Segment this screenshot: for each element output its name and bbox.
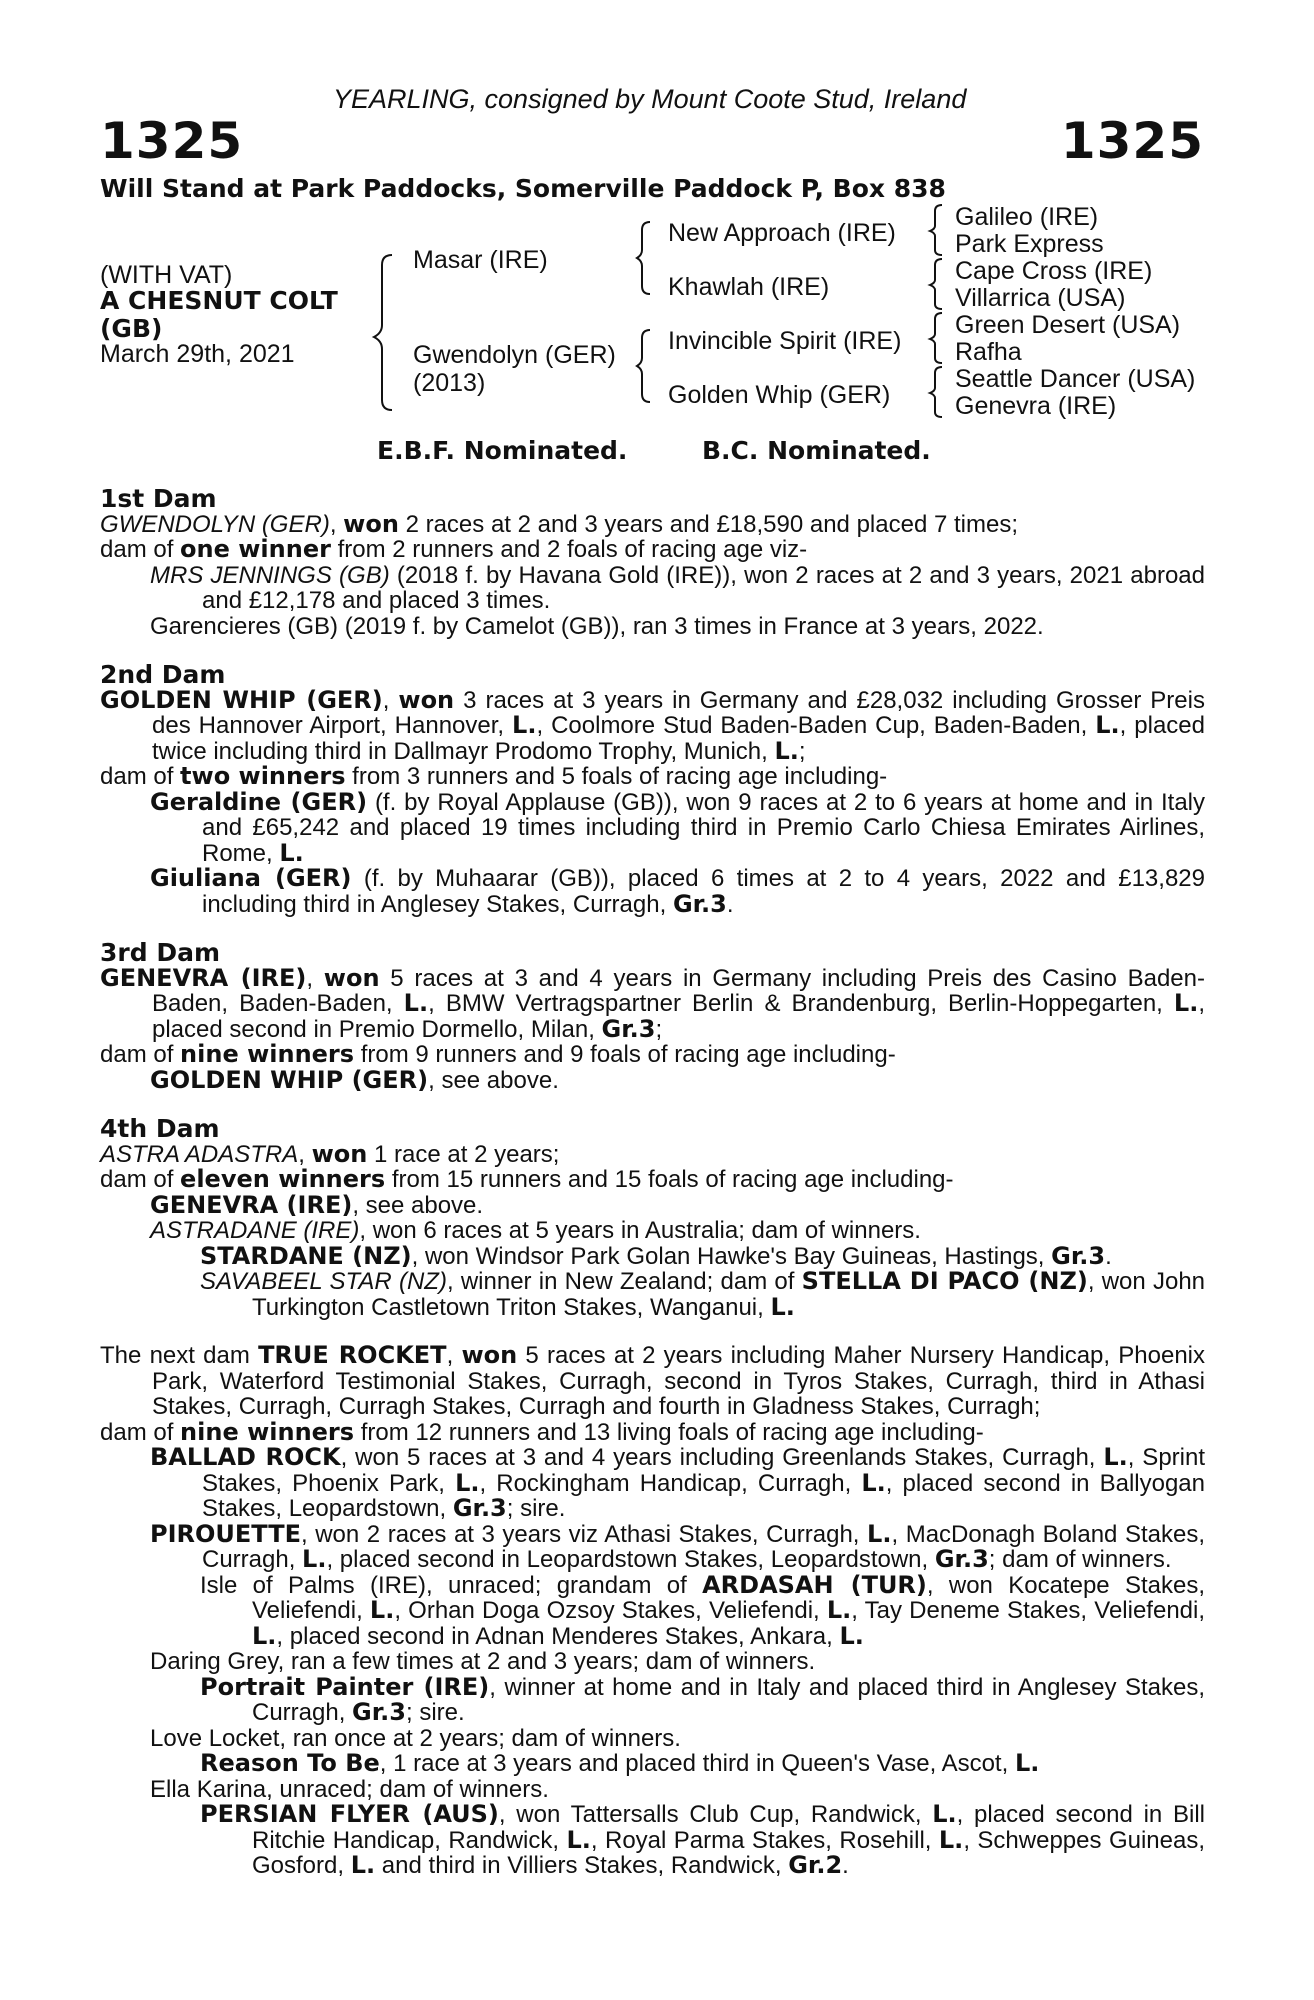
pedigree-g6: Rafha (955, 338, 1022, 366)
horse-country: (GB) (100, 314, 163, 343)
pedigree-entry (150, 1190, 1205, 1219)
entry-text: dam of (100, 763, 181, 790)
entry-text: , placed twice including third in Dallmayr Prodomo Trophy, Munich, (152, 712, 1206, 765)
pedigree-dam-dam: Golden Whip (GER) (668, 381, 891, 409)
brace-main (374, 255, 392, 410)
entry-text: Gr.2 (788, 1851, 843, 1879)
entry-text: ASTRADANE (IRE) (150, 1217, 360, 1244)
entry-text: , MacDonagh Boland Stakes, Curragh, (202, 1520, 1205, 1573)
pedigree-entry (100, 1139, 1205, 1168)
pedigree-entry (150, 1519, 1205, 1573)
section-heading: 1st Dam (100, 484, 217, 513)
pedigree-entry (100, 1167, 1205, 1193)
pedigree-sire-sire: New Approach (IRE) (668, 219, 896, 247)
entry-text: from 12 runners and 13 living foals of racing age including- (354, 1418, 984, 1446)
entry-text: , placed second in Adnan Menderes Stakes, Ankara, (276, 1622, 840, 1650)
entry-text: GOLDEN WHIP (GER) (100, 685, 383, 714)
section-heading: 3rd Dam (100, 938, 220, 967)
pedigree-entry (100, 1042, 1205, 1068)
entry-text: , winner in New Zealand; dam of (446, 1268, 802, 1295)
entry-text: Portrait Painter (IRE) (200, 1672, 490, 1701)
entry-text: , won 6 races at 5 years in Australia; dam of winners. (359, 1217, 921, 1244)
entry-text: , (306, 964, 324, 992)
entry-text: , won John Turkington Castletown Triton Stakes, Wanganui, (252, 1268, 1206, 1321)
entry-text: and third in Villiers Stakes, Randwick, (375, 1852, 789, 1879)
entry-text: Giuliana (GER) (150, 864, 352, 892)
entry-text: , Rockingham Handicap, Curragh, (479, 1469, 862, 1497)
entry-text: , won 5 races at 3 and 4 years including Greenlands Stakes, Curragh, (340, 1444, 1104, 1471)
pedigree-entry (100, 1343, 1205, 1420)
pedigree-entry (100, 1417, 1205, 1446)
entry-text: Garencieres (GB) (2019 f. by Camelot (GB)), ran 3 times in France at 3 years, 2022. (150, 612, 1044, 640)
entry-text: dam of (100, 1041, 181, 1068)
entry-text: , (446, 1342, 462, 1369)
entry-text: eleven winners (180, 1165, 386, 1193)
pedigree-entry (200, 1802, 1205, 1879)
pedigree-entry (100, 764, 1205, 790)
pedigree-entry (150, 1445, 1205, 1522)
entry-text: L. (826, 1596, 852, 1624)
pedigree-entry (150, 1726, 1205, 1752)
entry-text: MRS JENNINGS (GB) (150, 561, 390, 589)
pedigree-g8: Genevra (IRE) (955, 392, 1117, 420)
entry-text: L. (932, 1800, 957, 1828)
entry-text: . (842, 1852, 849, 1879)
vat-note: (WITH VAT) (100, 261, 233, 289)
entry-text: Geraldine (GER) (150, 787, 368, 816)
pedigree-sire-dam: Khawlah (IRE) (668, 273, 830, 301)
entry-text: PERSIAN FLYER (AUS) (200, 1800, 499, 1828)
entry-text: ; (798, 737, 806, 765)
entry-text: two winners (180, 762, 346, 790)
pedigree-entry (150, 1777, 1205, 1803)
entry-text: , Orhan Doga Ozsoy Stakes, Veliefendi, (394, 1597, 827, 1624)
entry-text: L. (369, 1596, 395, 1624)
entry-text: dam of (100, 536, 181, 563)
entry-text: won (398, 685, 455, 714)
pedigree-entry (200, 1751, 1205, 1777)
entry-text: won (343, 509, 399, 538)
entry-text: L. (839, 1621, 864, 1650)
pedigree-entry (150, 1649, 1205, 1675)
entry-text: L. (770, 1292, 795, 1321)
pedigree-entry (200, 1269, 1205, 1320)
bc-nomination: B.C. Nominated. (702, 436, 931, 465)
ebf-nomination: E.B.F. Nominated. (377, 436, 628, 465)
entry-text: dam of (100, 1166, 181, 1193)
entry-text: L. (1173, 989, 1199, 1017)
pedigree-g1: Galileo (IRE) (955, 203, 1099, 231)
entry-text: Gr.3 (934, 1545, 989, 1573)
entry-text: (2018 f. by Havana Gold (IRE)), won 2 races at 2 and 3 years, 2021 abroad and £12,178 and placed 3 times. (202, 561, 1205, 614)
pedigree-entry (200, 1672, 1206, 1726)
brace-g3 (930, 313, 942, 363)
pedigree-entry (100, 509, 1205, 538)
entry-text: Gr.3 (601, 1014, 656, 1043)
entry-text: , (298, 1140, 312, 1168)
entry-text: GWENDOLYN (GER) (100, 510, 330, 538)
entry-text: dam of (100, 1418, 181, 1446)
pedigree-entry (100, 963, 1206, 1043)
brace-dam (637, 330, 650, 402)
entry-text: from 9 runners and 9 foals of racing age including- (354, 1041, 896, 1068)
entry-text: , won Windsor Park Golan Hawke's Bay Guineas, Hastings, (411, 1242, 1052, 1270)
entry-text: Love Locket, ran once at 2 years; dam of winners. (150, 1724, 681, 1752)
entry-text: SAVABEEL STAR (NZ) (200, 1268, 447, 1295)
entry-text: , placed second in Ballyogan Stakes, Leopardstown, (202, 1469, 1206, 1522)
entry-text: from 2 runners and 2 foals of racing age viz- (330, 536, 808, 563)
consignment-line: YEARLING, consigned by Mount Coote Stud, Ireland (333, 84, 967, 114)
pedigree-entry (150, 787, 1205, 867)
entry-text: L. (279, 838, 304, 867)
pedigree-entry (150, 1218, 1205, 1244)
entry-text: L. (1103, 1443, 1128, 1471)
pedigree-entry (150, 1065, 1205, 1094)
entry-text: L. (252, 1621, 277, 1650)
entry-text: won (461, 1341, 518, 1369)
pedigree-g5: Green Desert (USA) (955, 311, 1181, 339)
entry-text: Gr.3 (352, 1698, 406, 1726)
pedigree-dam-sire: Invincible Spirit (IRE) (668, 327, 902, 355)
pedigree-entry (150, 563, 1205, 614)
entry-text: ; dam of winners. (988, 1546, 1172, 1573)
pedigree-g3: Cape Cross (IRE) (955, 257, 1153, 285)
entry-text: , Royal Parma Stakes, Rosehill, (590, 1826, 939, 1854)
entry-text: , see above. (428, 1066, 559, 1094)
entry-text: , (382, 686, 399, 714)
entry-text: , (329, 510, 344, 538)
brace-g4 (930, 367, 942, 417)
pedigree-entry (100, 685, 1206, 765)
entry-text: , Coolmore Stud Baden-Baden Cup, Baden-Baden, (536, 712, 1096, 739)
pedigree-g2: Park Express (955, 230, 1104, 258)
entry-text: STARDANE (NZ) (200, 1241, 412, 1270)
entry-text: 5 races at 3 and 4 years in Germany including Preis des Casino Baden-Baden, Baden-Baden, (152, 964, 1205, 1017)
entry-text: STELLA DI PACO (NZ) (801, 1267, 1088, 1295)
entry-text: . (726, 890, 734, 918)
stand-location: Will Stand at Park Paddocks, Somerville Paddock P, Box 838 (100, 174, 946, 203)
entry-text: , placed second in Bill Ritchie Handicap, Randwick, (252, 1801, 1205, 1854)
foaling-date: March 29th, 2021 (100, 340, 295, 368)
entry-text: L. (566, 1825, 591, 1854)
entry-text: from 3 runners and 5 foals of racing age including- (345, 763, 888, 790)
pedigree-sire: Masar (IRE) (413, 246, 548, 274)
entry-text: Gr.3 (452, 1494, 507, 1522)
entry-text: , Sprint Stakes, Phoenix Park, (202, 1444, 1205, 1497)
entry-text: TRUE ROCKET (258, 1341, 447, 1369)
lot-number-left: 1325 (100, 112, 244, 170)
entry-text: L. (403, 989, 429, 1017)
entry-text: L. (1095, 711, 1120, 739)
entry-text: , Tay Deneme Stakes, Veliefendi, (851, 1597, 1206, 1624)
entry-text: , 1 race at 3 years and placed third in Queen's Vase, Ascot, (379, 1750, 1015, 1777)
brace-g1 (930, 205, 942, 255)
brace-sire (637, 222, 650, 294)
entry-text: L. (350, 1851, 376, 1879)
section-heading: 2nd Dam (100, 660, 226, 689)
entry-text: won (311, 1139, 368, 1168)
entry-text: Reason To Be (200, 1749, 380, 1777)
entry-text: , won Kocatepe Stakes, Veliefendi, (252, 1571, 1206, 1624)
entry-text: L. (867, 1519, 892, 1548)
entry-text: PIROUETTE (150, 1519, 301, 1548)
pedigree-entry (200, 1570, 1206, 1650)
pedigree-entry (150, 614, 1205, 640)
entry-text: , placed second in Premio Dormello, Milan, (152, 990, 1206, 1043)
section-heading: 4th Dam (100, 1114, 220, 1143)
horse-description: A CHESNUT COLT (100, 286, 338, 315)
entry-text: ; (655, 1015, 663, 1043)
entry-text: 5 races at 2 years including Maher Nursery Handicap, Phoenix Park, Waterford Testimonial Stakes, Curragh, second in Tyros Stakes, Curragh, third in Athasi Stakes, Curragh, Curragh Stakes, Curragh and fourth in Gladness Stakes, Curragh; (152, 1342, 1206, 1420)
brace-g2 (930, 259, 942, 309)
pedigree-entry (150, 866, 1205, 917)
entry-text: L. (774, 736, 799, 765)
entry-text: ; sire. (405, 1699, 465, 1726)
pedigree-g7: Seattle Dancer (USA) (955, 365, 1196, 393)
entry-text: ; sire. (506, 1495, 566, 1522)
pedigree-dam: Gwendolyn (GER) (413, 341, 616, 369)
entry-text: . (1105, 1242, 1112, 1270)
entry-text: one winner (180, 535, 331, 563)
entry-text: , winner at home and in Italy and placed third in Anglesey Stakes, Curragh, (252, 1673, 1206, 1726)
entry-text: nine winners (180, 1040, 355, 1068)
entry-text: L. (512, 711, 537, 739)
entry-text: (f. by Muhaarar (GB)), placed 6 times at 2 to 4 years, 2022 and £13,829 including third in Anglesey Stakes, Curragh, (202, 865, 1205, 918)
entry-text: from 15 runners and 15 foals of racing age including- (385, 1166, 954, 1193)
entry-text: 2 races at 2 and 3 years and £18,590 and placed 7 times; (398, 510, 1018, 538)
entry-text: ARDASAH (TUR) (702, 1570, 927, 1599)
entry-text: The next dam (100, 1342, 259, 1369)
entry-text: nine winners (180, 1417, 355, 1446)
entry-text: 3 races at 3 years in Germany and £28,032 including Grosser Preis des Hannover Airport, Hannover, (152, 686, 1205, 739)
entry-text: , see above. (352, 1191, 484, 1219)
entry-text: , Schweppes Guineas, Gosford, (252, 1826, 1205, 1879)
entry-text: Ella Karina, unraced; dam of winners. (150, 1775, 549, 1803)
entry-text: , won Tattersalls Club Cup, Randwick, (498, 1801, 933, 1828)
lot-number-right: 1325 (1060, 112, 1204, 170)
entry-text: (f. by Royal Applause (GB)), won 9 races at 2 to 6 years at home and in Italy and £65,242 and placed 19 times including third in Premio Carlo Chiesa Emirates Airlines, Rome, (202, 788, 1205, 867)
entry-text: Gr.3 (1051, 1241, 1106, 1270)
catalogue-body (100, 486, 1205, 1879)
entry-text: L. (455, 1468, 480, 1497)
entry-text: Daring Grey, ran a few times at 2 and 3 years; dam of winners. (150, 1648, 816, 1675)
pedigree-g4: Villarrica (USA) (955, 284, 1126, 312)
entry-text: L. (302, 1545, 327, 1573)
pedigree-entry (100, 537, 1205, 563)
entry-text: L. (861, 1468, 886, 1497)
entry-text: GOLDEN WHIP (GER) (150, 1065, 429, 1094)
entry-text: , placed second in Leopardstown Stakes, Leopardstown, (326, 1546, 935, 1573)
entry-text: Gr.3 (672, 889, 727, 918)
pedigree-dam-year: (2013) (413, 369, 486, 397)
pedigree-entry (200, 1241, 1205, 1270)
entry-text: , BMW Vertragspartner Berlin & Brandenburg, Berlin-Hoppegarten, (428, 990, 1174, 1017)
entry-text: ASTRA ADASTRA (100, 1140, 299, 1168)
entry-text: GENEVRA (IRE) (150, 1190, 353, 1219)
entry-text: GENEVRA (IRE) (100, 963, 307, 992)
entry-text: Isle of Palms (IRE), unraced; grandam of (200, 1571, 703, 1599)
entry-text: won (323, 963, 380, 992)
entry-text: 1 race at 2 years; (367, 1140, 560, 1168)
entry-text: L. (938, 1825, 964, 1854)
entry-text: , won 2 races at 3 years viz Athasi Stakes, Curragh, (300, 1520, 868, 1548)
entry-text: BALLAD ROCK (150, 1443, 341, 1471)
entry-text: L. (1014, 1749, 1040, 1777)
